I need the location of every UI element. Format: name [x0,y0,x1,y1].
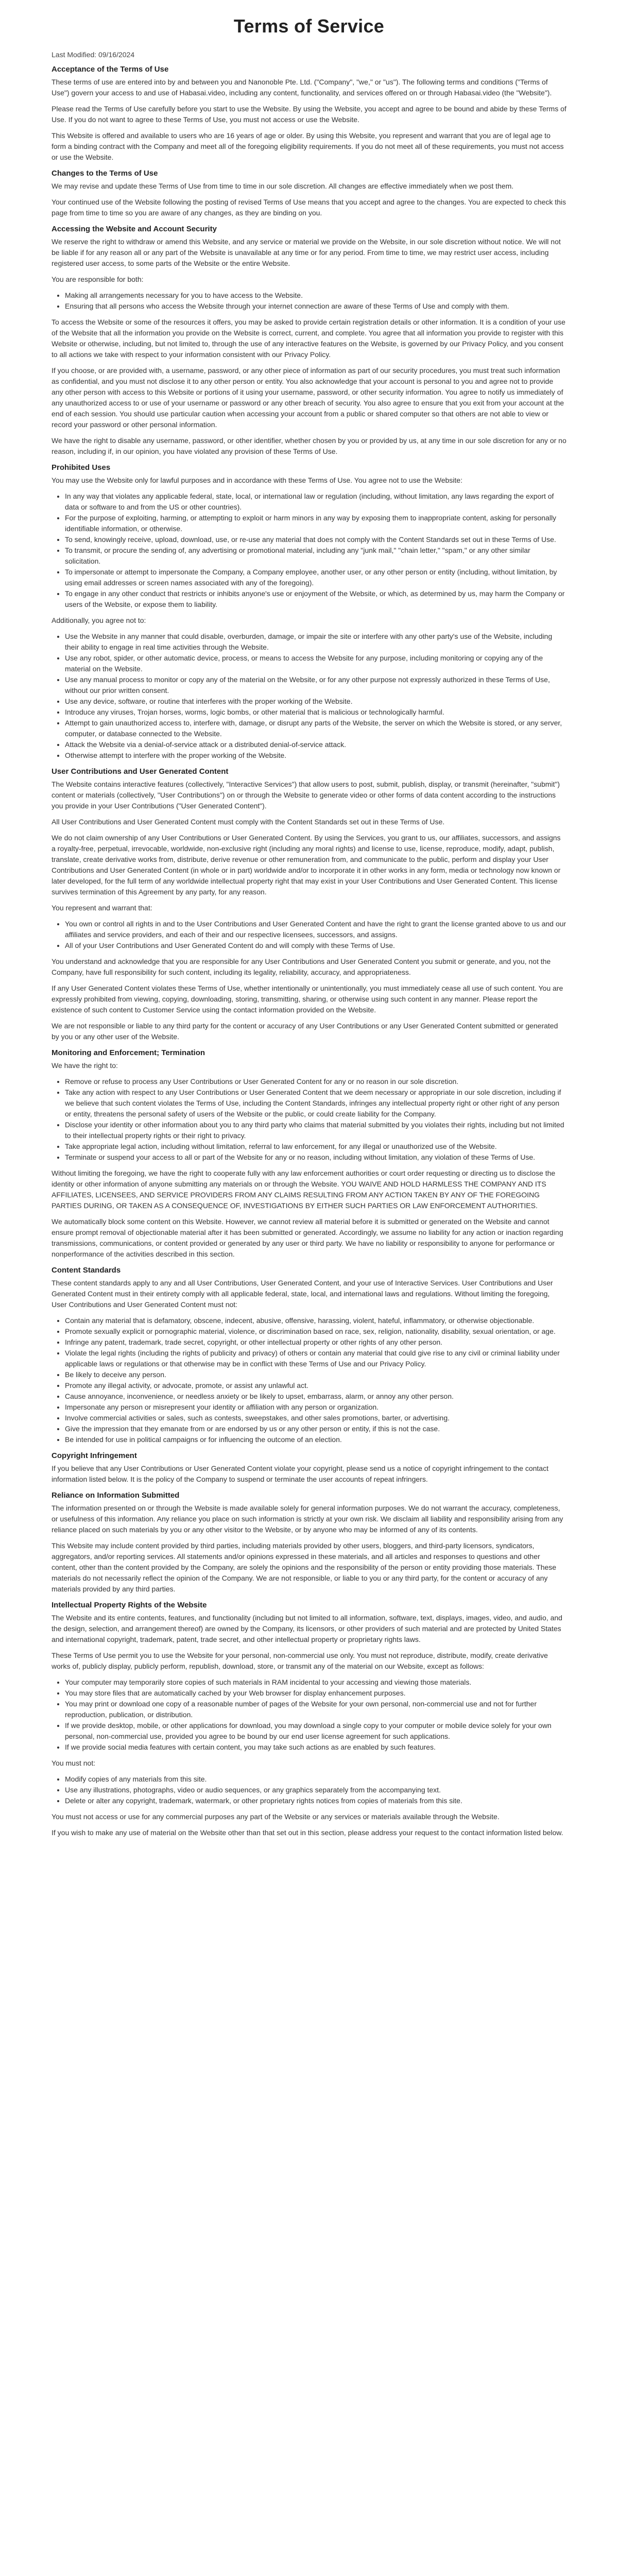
list-item: • Remove or refuse to process any User Contributions or User Generated Content for any or no reason in our sole discretion. [65,1076,566,1087]
list-item: • Give the impression that they emanate from or are endorsed by us or any other person or entity, if this is not the case. [65,1423,566,1434]
list-item: • To impersonate or attempt to impersonate the Company, a Company employee, another user, or any other person or entity (including, without limitation, by using email addresses or screen names associated with any of the foregoing). [65,567,566,588]
list-item: • Otherwise attempt to interfere with the proper working of the Website. [65,750,566,761]
paragraph: All User Contributions and User Generated Content must comply with the Content Standards set out in these Terms of Use. [52,818,445,826]
bullet-list [52,631,566,761]
page-title: Terms of Service [233,15,385,37]
section-heading-reliance-on-information-submitted: Reliance on Information Submitted [52,1491,180,1500]
list-item: • Impersonate any person or misrepresent your identity or affiliation with any person or organization. [65,1402,566,1413]
list-item: • Promote sexually explicit or pornographic material, violence, or discrimination based on race, sex, religion, nationality, disability, sexual orientation, or age. [65,1326,566,1337]
list-item: • You may print or download one copy of a reasonable number of pages of the Website for your own personal, non-commercial use and not for further reproduction, publication, or distribution. [65,1699,566,1720]
paragraph: If any User Generated Content violates these Terms of Use, whether intentionally or unintentionally, you must immediately cease all use of such content. You are expressly prohibited from viewing, copying, downloading, storing, transmitting, sharing, or otherwise using such content in any manner. Please report the existence of such content to Customer Service using the contact information provided on the Website. [52,984,563,1014]
bullet-list [52,919,566,951]
list-item: • Use any device, software, or routine that interferes with the proper working of the Website. [65,696,566,707]
paragraph: This Website is offered and available to users who are 16 years of age or older. By using this Website, you represent and warrant that you are of legal age to form a binding contract with the Company and meet all of the foregoing eligibility requirements. If you do not meet all of these requirements, you must not access or use the Website. [52,131,564,161]
paragraph: The Website contains interactive features (collectively, "Interactive Services") that allow users to post, submit, publish, display, or transmit (hereinafter, "submit") content or materials (collectively, "User Contributions") on or through the Website to generate video or other forms of data content according to the instructions you provide in your User Contributions ("User Generated Content"). [52,780,560,810]
section-heading-content-standards: Content Standards [52,1266,121,1275]
list-item: • Attempt to gain unauthorized access to, interfere with, damage, or disrupt any parts of the Website, the server on which the Website is stored, or any server, computer, or database connected to the Website. [65,718,566,739]
list-item: • Use the Website in any manner that could disable, overburden, damage, or impair the site or interfere with any other party's use of the Website, including their ability to engage in real time activities through the Website. [65,631,566,653]
paragraph: Additionally, you agree not to: [52,616,146,624]
section-heading-changes-to-the-terms-of-use: Changes to the Terms of Use [52,169,158,178]
paragraph: If you believe that any User Contributions or User Generated Content violate your copyright, please send us a notice of copyright infringement to the contact information listed below. It is the policy of the Company to suspend or terminate the user accounts of repeat infringers. [52,1464,548,1483]
bullet-list [52,1774,566,1806]
list-item: • If we provide social media features with certain content, you may take such actions as are enabled by such features. [65,1742,566,1753]
list-item: • Take any action with respect to any User Contributions or User Generated Content that we deem necessary or appropriate in our sole discretion, including if we believe that such content violates the Terms of Use, including the Content Standards, infringes any intellectual property right or other right of any person or entity, threatens the personal safety of users of the Website or the public, or could create liability for the Company. [65,1087,566,1120]
paragraph: We reserve the right to withdraw or amend this Website, and any service or material we provide on the Website, in our sole discretion without notice. We will not be liable if for any reason all or any part of the Website is unavailable at any time or for any period. From time to time, we may restrict user access, including registered user access, to some parts of the Website or the entire Website. [52,238,561,267]
last-modified: Last Modified: 09/16/2024 [52,50,135,59]
list-item: • Promote any illegal activity, or advocate, promote, or assist any unlawful act. [65,1380,566,1391]
paragraph: We may revise and update these Terms of Use from time to time in our sole discretion. All changes are effective immediately when we post them. [52,182,514,190]
paragraph: We do not claim ownership of any User Contributions or User Generated Content. By using the Services, you grant to us, our affiliates, successors, and assigns a royalty-free, perpetual, irrevocable, worldwide, non-exclusive right (including any moral rights) and license to use, license, reproduce, modify, adapt, publish, translate, create derivative works from, distribute, derive revenue or other remuneration from, and communicate to the public, perform and display your User Contributions and User Generated Content (in whole or in part) worldwide and/or to incorporate it in other works in any form, media or technology now known or later developed, for the full term of any worldwide intellectual property right that may exist in your User Contributions and User Generated Content. This license survives termination of this Agreement by any party, for any reason. [52,834,561,896]
paragraph: These content standards apply to any and all User Contributions, User Generated Content, and your use of Interactive Services. User Contributions and User Generated Content must in their entirety comply with all applicable federal, state, local, and international laws and regulations. Without limiting the foregoing, User Contributions and User Generated Content must not: [52,1279,553,1309]
list-item: • Contain any material that is defamatory, obscene, indecent, abusive, offensive, harassing, violent, hateful, inflammatory, or otherwise objectionable. [65,1315,566,1326]
paragraph: We automatically block some content on this Website. However, we cannot review all material before it is submitted or generated on the Website and cannot ensure prompt removal of objectionable material after it has been submitted or generated. Accordingly, we assume no liability for any action or inaction regarding transmissions, communications, or content provided or generated by any user or third party. We have no liability or responsibility to anyone for performance or nonperformance of the activities described in this section. [52,1217,563,1258]
terms-page [52,0,566,1838]
list-item: • Delete or alter any copyright, trademark, watermark, or other proprietary rights notices from copies of materials from this site. [65,1795,566,1806]
paragraph: You are responsible for both: [52,275,144,283]
paragraph: These terms of use are entered into by and between you and Nanonoble Pte. Ltd. ("Company", "we," or "us"). The following terms and conditions ("Terms of Use") govern your access to and use of Habasai.video, including any content, functionality, and services offered on or through Habasai.video (the "Website"). [52,78,552,97]
list-item: • To send, knowingly receive, upload, download, use, or re-use any material that does not comply with the Content Standards set out in these Terms of Use. [65,534,566,545]
paragraph: You may use the Website only for lawful purposes and in accordance with these Terms of Use. You agree not to use the Website: [52,476,462,484]
paragraph: The information presented on or through the Website is made available solely for general information purposes. We do not warrant the accuracy, completeness, or usefulness of this information. Any reliance you place on such information is strictly at your own risk. We disclaim all liability and responsibility arising from any reliance placed on such materials by you or any other visitor to the Website, or by anyone who may be informed of any of its contents. [52,1504,563,1534]
list-item: • Making all arrangements necessary for you to have access to the Website. [65,290,566,301]
list-item: • Involve commercial activities or sales, such as contests, sweepstakes, and other sales promotions, barter, or advertising. [65,1413,566,1423]
list-item: • All of your User Contributions and User Generated Content do and will comply with these Terms of Use. [65,940,566,951]
paragraph: We are not responsible or liable to any third party for the content or accuracy of any User Contributions or any User Generated Content submitted or generated by you or any other user of the Website. [52,1022,558,1041]
list-item: • For the purpose of exploiting, harming, or attempting to exploit or harm minors in any way by exposing them to inappropriate content, asking for personally identifiable information, or otherwise. [65,513,566,534]
list-item: • In any way that violates any applicable federal, state, local, or international law or regulation (including, without limitation, any laws regarding the export of data or software to and from the US or other countries). [65,491,566,513]
terms-content [52,65,566,1838]
list-item: • Ensuring that all persons who access the Website through your internet connection are aware of these Terms of Use and comply with them. [65,301,566,312]
paragraph: The Website and its entire contents, features, and functionality (including but not limited to all information, software, text, displays, images, video, and audio, and the design, selection, and arrangement thereof) are owned by the Company, its licensors, or other providers of such material and are protected by United States and international copyright, trademark, patent, trade secret, and other intellectual property or proprietary rights laws. [52,1614,562,1643]
bullet-list [52,491,566,610]
list-item: • Attack the Website via a denial-of-service attack or a distributed denial-of-service attack. [65,739,566,750]
paragraph: You must not access or use for any commercial purposes any part of the Website or any services or materials available through the Website. [52,1812,500,1821]
list-item: • You own or control all rights in and to the User Contributions and User Generated Content and have the right to grant the license granted above to us and our affiliates and service providers, and each of their and our respective licensees, successors, and assigns. [65,919,566,940]
paragraph: If you wish to make any use of material on the Website other than that set out in this section, please address your request to the contact information listed below. [52,1828,563,1837]
bullet-list [52,1076,566,1163]
bullet-list [52,1315,566,1445]
list-item: • You may store files that are automatically cached by your Web browser for display enhancement purposes. [65,1688,566,1699]
paragraph: Without limiting the foregoing, we have the right to cooperate fully with any law enforcement authorities or court order requesting or directing us to disclose the identity or other information of anyone submitting any materials on or through the Website. YOU WAIVE AND HOLD HARMLESS THE COMPANY AND ITS AFFILIATES, LICENSEES, AND SERVICE PROVIDERS FROM ANY CLAIMS RESULTING FROM ANY ACTION TAKEN BY ANY OF THE FOREGOING PARTIES DURING, OR TAKEN AS A CONSEQUENCE OF, INVESTIGATIONS BY EITHER SUCH PARTIES OR LAW ENFORCEMENT AUTHORITIES. [52,1169,556,1210]
paragraph: We have the right to disable any username, password, or other identifier, whether chosen by you or provided by us, at any time in our sole discretion for any or no reason, including if, in our opinion, you have violated any provision of these Terms of Use. [52,436,566,455]
list-item: • Take appropriate legal action, including without limitation, referral to law enforcement, for any illegal or unauthorized use of the Website. [65,1141,566,1152]
section-heading-intellectual-property-rights-of-the-website: Intellectual Property Rights of the Website [52,1601,207,1609]
list-item: • Introduce any viruses, Trojan horses, worms, logic bombs, or other material that is malicious or technologically harmful. [65,707,566,718]
list-item: • If we provide desktop, mobile, or other applications for download, you may download a single copy to your computer or mobile device solely for your own personal, non-commercial use, provided you agree to be bound by our end user license agreement for such applications. [65,1720,566,1742]
bullet-list [52,1677,566,1753]
list-item: • Terminate or suspend your access to all or part of the Website for any or no reason, including without limitation, any violation of these Terms of Use. [65,1152,566,1163]
section-heading-prohibited-uses: Prohibited Uses [52,463,111,472]
paragraph: You represent and warrant that: [52,904,152,912]
paragraph: You must not: [52,1759,96,1767]
list-item: • Violate the legal rights (including the rights of publicity and privacy) of others or contain any material that could give rise to any civil or criminal liability under applicable laws or regulations or that otherwise may be in conflict with these Terms of Use and our Privacy Policy. [65,1348,566,1369]
paragraph: Your continued use of the Website following the posting of revised Terms of Use means that you accept and agree to the changes. You are expected to check this page from time to time so you are aware of any changes, as they are binding on you. [52,198,566,217]
paragraph: If you choose, or are provided with, a username, password, or any other piece of information as part of our security procedures, you must treat such information as confidential, and you must not disclose it to any other person or entity. You also acknowledge that your account is personal to you and agree not to provide any other person with access to this Website or portions of it using your username, password, or other security information. You agree to notify us immediately of any unauthorized access to or use of your username or password or any other breach of security. You also agree to ensure that you exit from your account at the end of each session. You should use particular caution when accessing your account from a public or shared computer so that others are not able to view or record your password or other personal information. [52,366,564,429]
list-item: • To transmit, or procure the sending of, any advertising or promotional material, including any "junk mail," "chain letter," "spam," or any other similar solicitation. [65,545,566,567]
list-item: • Be likely to deceive any person. [65,1369,566,1380]
list-item: • Disclose your identity or other information about you to any third party who claims that material submitted by you violates their rights, including but not limited to their intellectual property rights or their right to privacy. [65,1120,566,1141]
section-heading-monitoring-and-enforcement-termination: Monitoring and Enforcement; Termination [52,1048,205,1057]
section-heading-accessing-the-website-and-account-security: Accessing the Website and Account Security [52,225,217,233]
paragraph: You understand and acknowledge that you are responsible for any User Contributions and User Generated Content you submit or generate, and you, not the Company, have full responsibility for such content, including its legality, reliability, accuracy, and appropriateness. [52,957,551,976]
list-item: • Use any robot, spider, or other automatic device, process, or means to access the Website for any purpose, including monitoring or copying any of the material on the Website. [65,653,566,674]
paragraph: These Terms of Use permit you to use the Website for your personal, non-commercial use only. You must not reproduce, distribute, modify, create derivative works of, publicly display, publicly perform, republish, download, store, or transmit any of the material on our Website, except as follows: [52,1651,548,1670]
paragraph: To access the Website or some of the resources it offers, you may be asked to provide certain registration details or other information. It is a condition of your use of the Website that all the information you provide on the Website is correct, current, and complete. You agree that all information you provide to register with this Website or otherwise, including, but not limited to, through the use of any interactive features on the Website, is governed by our Privacy Policy, and you consent to all actions we take with respect to your information consistent with our Privacy Policy. [52,318,565,359]
section-heading-user-contributions-and-user-generated-content: User Contributions and User Generated Content [52,767,229,776]
list-item: • Modify copies of any materials from this site. [65,1774,566,1785]
list-item: • Your computer may temporarily store copies of such materials in RAM incidental to your accessing and viewing those materials. [65,1677,566,1688]
section-heading-copyright-infringement: Copyright Infringement [52,1451,137,1460]
list-item: • To engage in any other conduct that restricts or inhibits anyone's use or enjoyment of the Website, or which, as determined by us, may harm the Company or users of the Website, or expose them to liability. [65,588,566,610]
list-item: • Cause annoyance, inconvenience, or needless anxiety or be likely to upset, embarrass, alarm, or annoy any other person. [65,1391,566,1402]
paragraph: Please read the Terms of Use carefully before you start to use the Website. By using the Website, you accept and agree to be bound and abide by these Terms of Use. If you do not want to agree to these Terms of Use, you must not access or use the Website. [52,105,566,124]
list-item: • Infringe any patent, trademark, trade secret, copyright, or other intellectual property or other rights of any other person. [65,1337,566,1348]
paragraph: We have the right to: [52,1061,118,1070]
list-item: • Use any manual process to monitor or copy any of the material on the Website, or for any other purpose not expressly authorized in these Terms of Use, without our prior written consent. [65,674,566,696]
paragraph: This Website may include content provided by third parties, including materials provided by other users, bloggers, and third-party licensors, syndicators, aggregators, and/or reporting services. All statements and/or opinions expressed in these materials, and all articles and responses to questions and other content, other than the content provided by the Company, are solely the opinions and the responsibility of the person or entity providing those materials. These materials do not necessarily reflect the opinion of the Company. We are not responsible, or liable to you or any third party, for the content or accuracy of any materials provided by any third parties. [52,1541,557,1593]
bullet-list [52,290,566,312]
section-heading-acceptance-of-the-terms-of-use: Acceptance of the Terms of Use [52,65,169,74]
list-item: • Be intended for use in political campaigns or for influencing the outcome of an election. [65,1434,566,1445]
list-item: • Use any illustrations, photographs, video or audio sequences, or any graphics separately from the accompanying text. [65,1785,566,1795]
